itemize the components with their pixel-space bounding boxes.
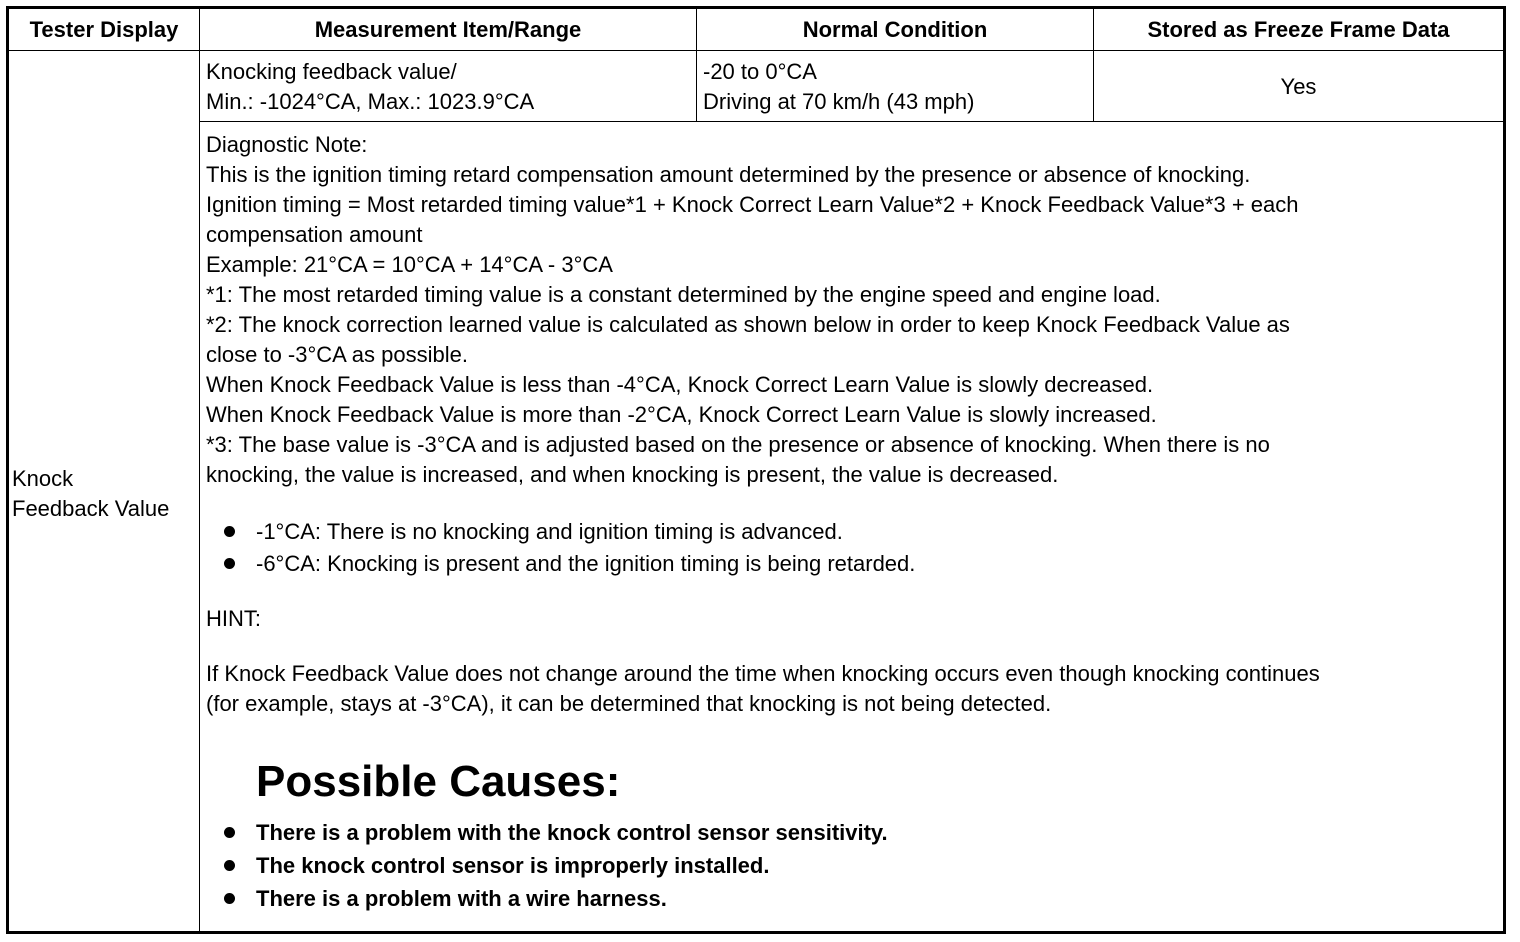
measurement-cell bbox=[206, 57, 534, 117]
note-line: When Knock Feedback Value is more than -2°CA, Knock Correct Learn Value is slowly increased. bbox=[206, 402, 1157, 427]
measurement-line: Knocking feedback value/ bbox=[206, 59, 457, 84]
tester-display-line: Knock bbox=[12, 466, 74, 491]
note-bullet: -6°CA: Knocking is present and the ignition timing is being retarded. bbox=[206, 548, 1320, 580]
note-line: *3: The base value is -3°CA and is adjusted based on the presence or absence of knocking. When there is no bbox=[206, 432, 1270, 457]
bullet-icon bbox=[224, 526, 235, 537]
note-bullet: -1°CA: There is no knocking and ignition timing is advanced. bbox=[206, 516, 1320, 548]
freeze-frame-value: Yes bbox=[1280, 74, 1317, 99]
normal-condition-line: -20 to 0°CA bbox=[703, 59, 817, 84]
note-line: Diagnostic Note: bbox=[206, 132, 368, 157]
note-line: compensation amount bbox=[206, 222, 423, 247]
note-line: *2: The knock correction learned value is calculated as shown below in order to keep Knock Feedback Value as bbox=[206, 312, 1290, 337]
tester-display-cell bbox=[12, 464, 169, 524]
bullet-icon bbox=[224, 827, 235, 838]
header-tester-display: Tester Display bbox=[29, 17, 179, 42]
header-normal-condition: Normal Condition bbox=[802, 17, 988, 42]
cause-item: There is a problem with a wire harness. bbox=[206, 882, 1320, 915]
header-measurement: Measurement Item/Range bbox=[314, 17, 582, 42]
header-freeze-frame: Stored as Freeze Frame Data bbox=[1147, 17, 1450, 42]
note-line: *1: The most retarded timing value is a constant determined by the engine speed and engine load. bbox=[206, 282, 1161, 307]
note-line: knocking, the value is increased, and when knocking is present, the value is decreased. bbox=[206, 462, 1059, 487]
measurement-line: Min.: -1024°CA, Max.: 1023.9°CA bbox=[206, 89, 535, 114]
tester-display-line: Feedback Value bbox=[12, 496, 170, 521]
diagnostic-table bbox=[6, 6, 1506, 934]
note-line: This is the ignition timing retard compensation amount determined by the presence or absence of knocking. bbox=[206, 162, 1251, 187]
diagnostic-note-cell bbox=[206, 130, 1320, 915]
note-line: Ignition timing = Most retarded timing value*1 + Knock Correct Learn Value*2 + Knock Feedback Value*3 + each bbox=[206, 192, 1299, 217]
note-line: Example: 21°CA = 10°CA + 14°CA - 3°CA bbox=[206, 252, 613, 277]
normal-condition-line: Driving at 70 km/h (43 mph) bbox=[703, 89, 975, 114]
cause-item: The knock control sensor is improperly installed. bbox=[206, 849, 1320, 882]
hint-line: (for example, stays at -3°CA), it can be determined that knocking is not being detected. bbox=[206, 691, 1052, 716]
bullet-icon bbox=[224, 860, 235, 871]
hint-label: HINT: bbox=[206, 606, 261, 631]
note-line: close to -3°CA as possible. bbox=[206, 342, 468, 367]
bullet-icon bbox=[224, 558, 235, 569]
bullet-icon bbox=[224, 893, 235, 904]
hint-line: If Knock Feedback Value does not change around the time when knocking occurs even though knocking continues bbox=[206, 661, 1320, 686]
possible-causes-heading: Possible Causes: bbox=[256, 757, 621, 806]
note-line: When Knock Feedback Value is less than -4°CA, Knock Correct Learn Value is slowly decreased. bbox=[206, 372, 1154, 397]
cause-item: There is a problem with the knock control sensor sensitivity. bbox=[206, 816, 1320, 849]
normal-condition-cell bbox=[703, 57, 974, 117]
